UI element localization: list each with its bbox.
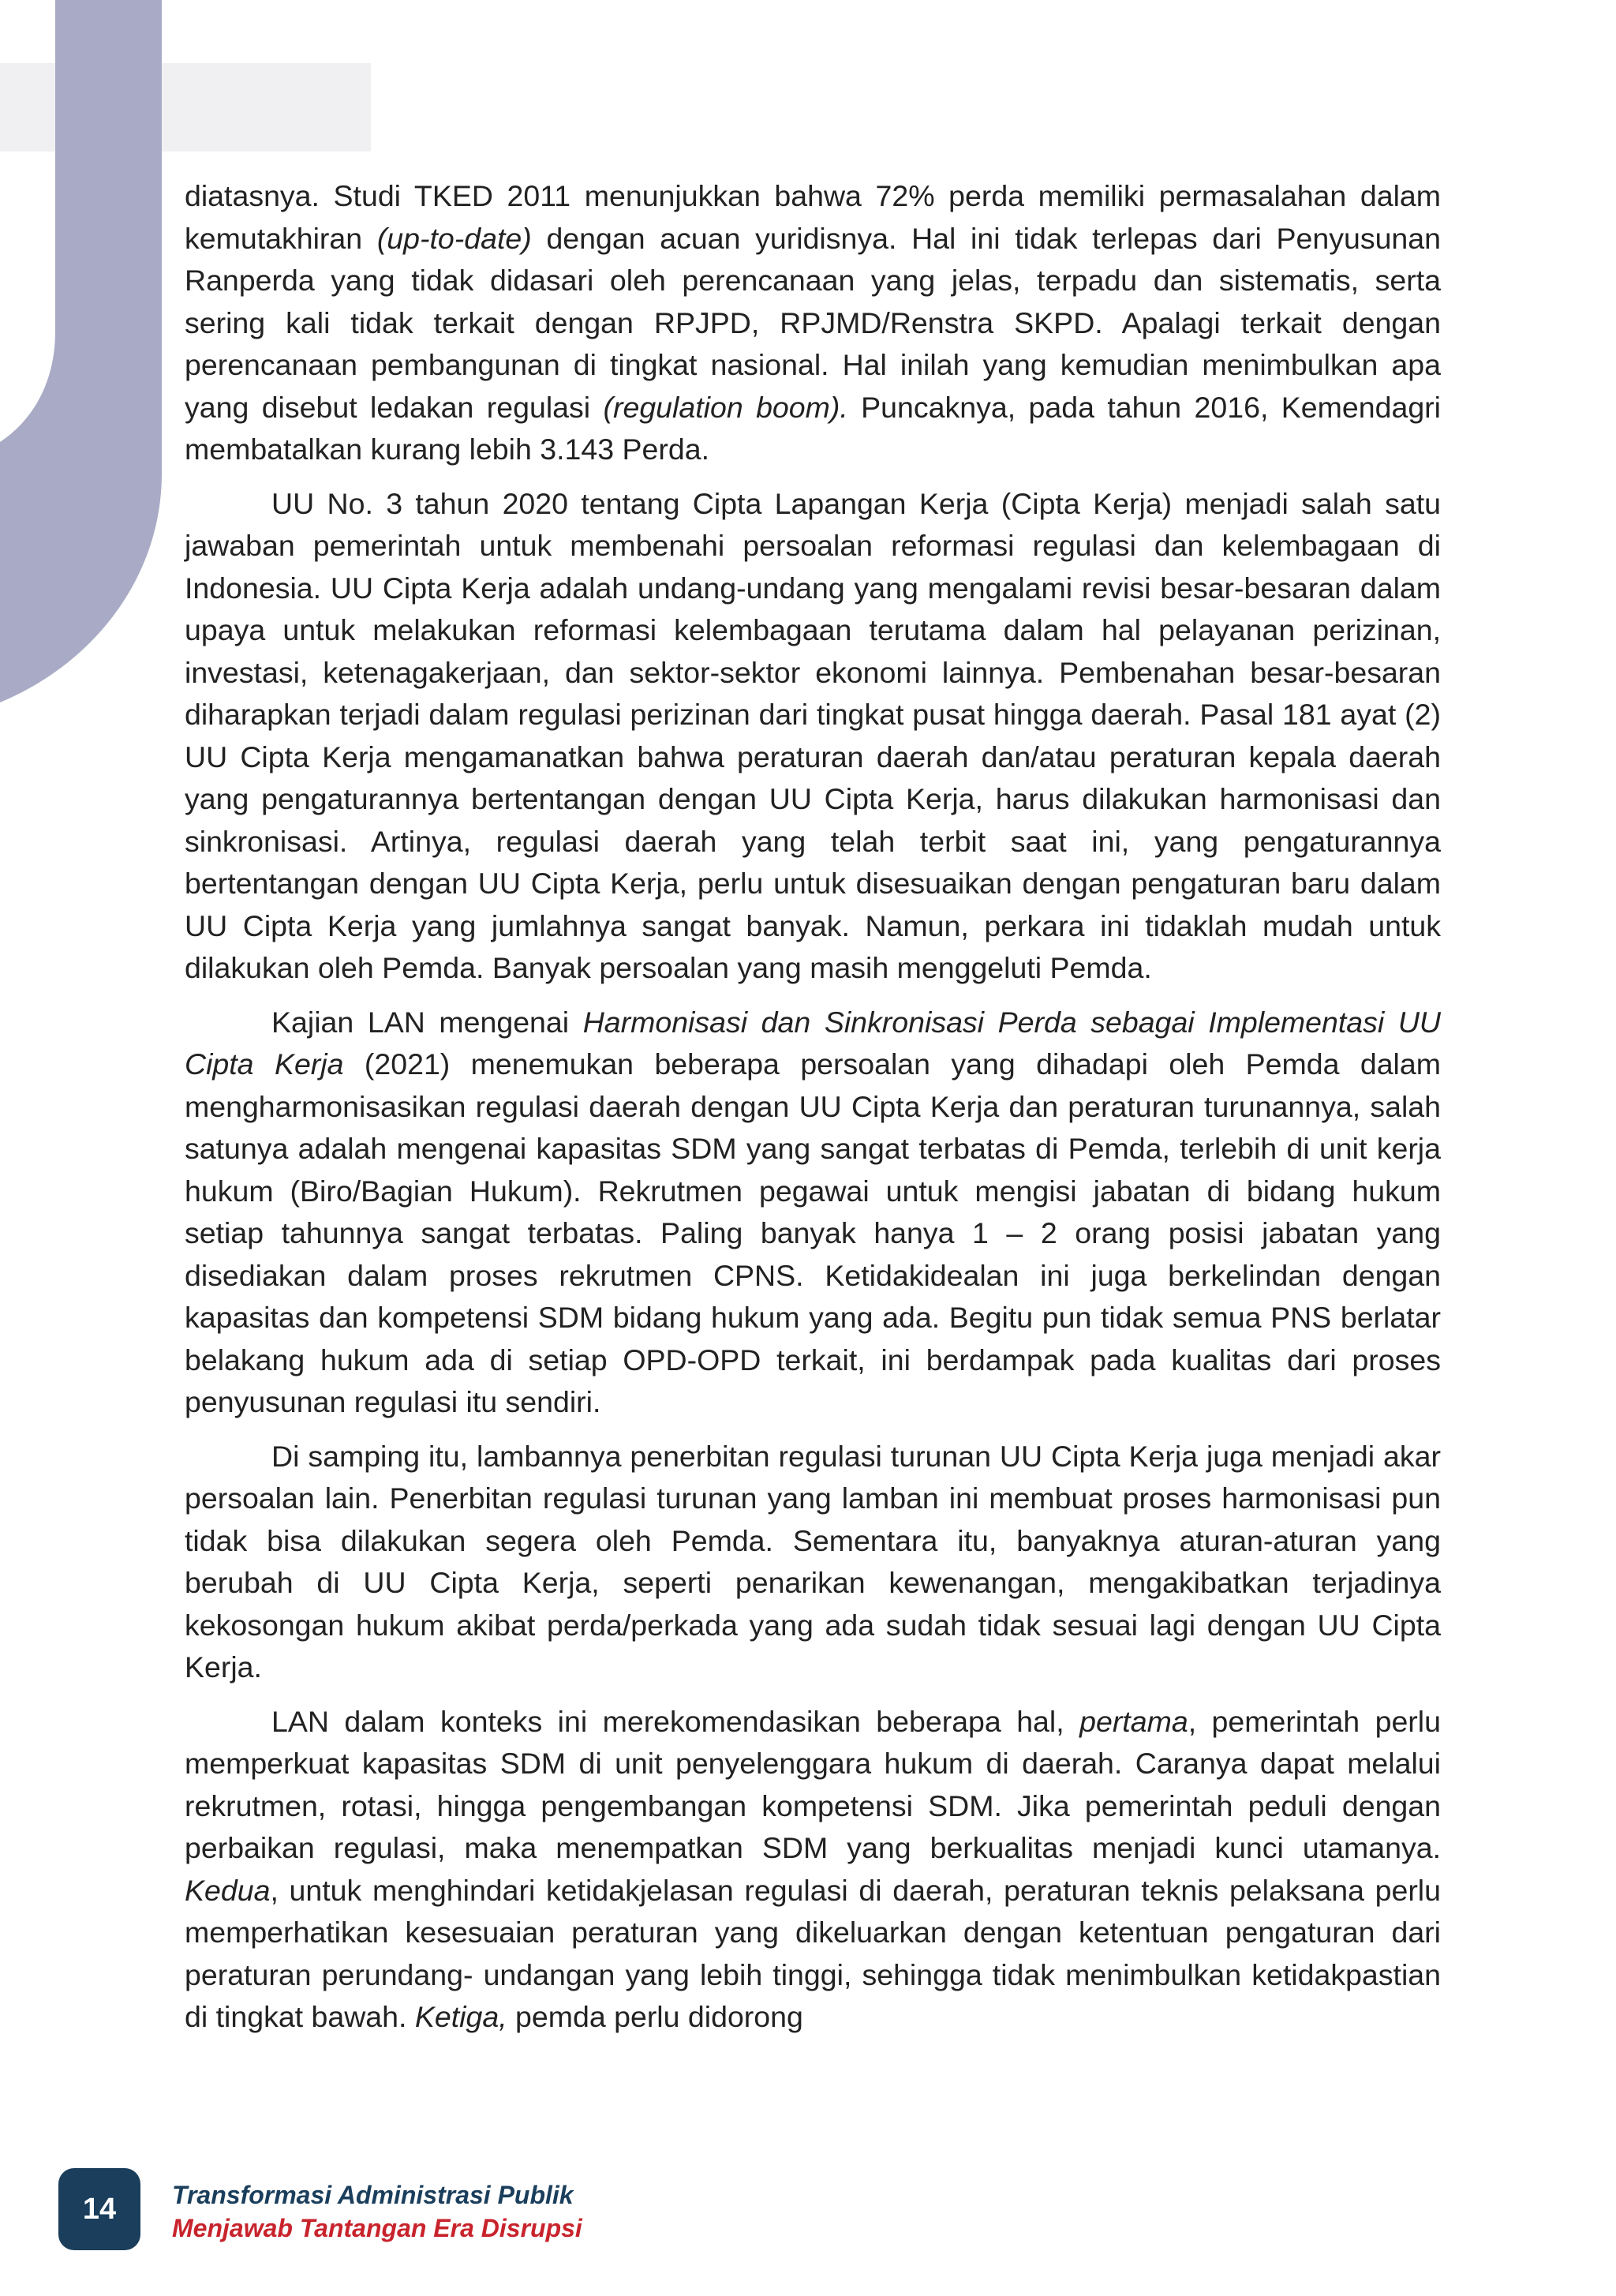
running-footer — [172, 2178, 582, 2245]
text-segment: Kajian LAN mengenai — [271, 1005, 583, 1039]
book-title: Transformasi Administrasi Publik — [172, 2181, 574, 2209]
paragraph — [185, 1701, 1441, 2039]
page-number-badge — [58, 2168, 140, 2250]
page-number: 14 — [82, 2192, 117, 2226]
italic-text: (regulation boom). — [603, 390, 848, 424]
text-segment: LAN dalam konteks ini merekomendasikan beberapa hal, — [271, 1704, 1080, 1738]
paragraph — [185, 1002, 1441, 1424]
text-segment: pemda perlu didorong — [507, 2000, 803, 2033]
body-text — [185, 175, 1441, 2051]
italic-text: pertama — [1079, 1704, 1188, 1738]
text-segment: dengan acuan yuridisnya. Hal ini tidak terlepas dari Penyusunan Ranperda yang tidak didasari oleh perencanaan yang jelas, terpadu dan sistematis, serta sering kali tidak terkait dengan RPJPD, RPJMD/Renstra SKPD. Apalagi terkait dengan perencanaan pembangunan di tingkat nasional. Hal inilah yang kemudian menimbulkan apa yang disebut ledakan regulasi — [185, 221, 1441, 424]
text-segment: diatasnya. Studi TKED 2011 menunjukkan bahwa 72% perda memiliki permasalahan dalam kemutakhiran — [185, 179, 1441, 255]
book-subtitle: Menjawab Tantangan Era Disrupsi — [172, 2214, 582, 2242]
italic-text: (up-to-date) — [376, 221, 532, 255]
paragraph — [185, 175, 1441, 471]
text-segment: Di samping itu, lambannya penerbitan regulasi turunan UU Cipta Kerja juga menjadi akar persoalan lain. Penerbitan regulasi turunan yang lamban ini membuat proses harmonisasi pun tidak bisa dilakukan segera oleh Pemda. Sementara itu, banyaknya aturan-aturan yang berubah di UU Cipta Kerja, seperti penarikan kewenangan, mengakibatkan terjadinya kekosongan hukum akibat perda/perkada yang ada sudah tidak sesuai lagi dengan UU Cipta Kerja. — [185, 1439, 1441, 1684]
text-segment: UU No. 3 tahun 2020 tentang Cipta Lapangan Kerja (Cipta Kerja) menjadi salah satu jawaban pemerintah untuk membenahi persoalan reformasi regulasi dan kelembagaan di Indonesia. UU Cipta Kerja adalah undang-undang yang mengalami revisi besar-besaran dalam upaya untuk melakukan reformasi kelembagaan terutama dalam hal pelayanan perizinan, investasi, ketenagakerjaan, dan sektor-sektor ekonomi lainnya. Pembenahan besar-besaran diharapkan terjadi dalam regulasi perizinan dari tingkat pusat hingga daerah. Pasal 181 ayat (2) UU Cipta Kerja mengamanatkan bahwa peraturan daerah dan/atau peraturan kepala daerah yang pengaturannya bertentangan dengan UU Cipta Kerja, harus dilakukan harmonisasi dan sinkronisasi. Artinya, regulasi daerah yang telah terbit saat ini, yang pengaturannya bertentangan dengan UU Cipta Kerja, perlu untuk disesuaikan dengan pengaturan baru dalam UU Cipta Kerja yang jumlahnya sangat banyak. Namun, perkara ini tidaklah mudah untuk dilakukan oleh Pemda. Banyak persoalan yang masih menggeluti Pemda. — [185, 486, 1441, 984]
paragraph — [185, 1436, 1441, 1689]
text-segment: Puncaknya, pada tahun 2016, Kemendagri membatalkan kurang lebih 3.143 Perda. — [185, 390, 1441, 466]
italic-text: Harmonisasi dan Sinkronisasi Perda sebagai Implementasi UU Cipta Kerja — [185, 1005, 1441, 1081]
italic-text: Kedua — [185, 1873, 271, 1907]
text-segment: , untuk menghindari ketidakjelasan regulasi di daerah, peraturan teknis pelaksana perlu memperhatikan kesesuaian peraturan yang dikeluarkan dengan ketentuan pengaturan dari peraturan perundang- undangan yang lebih tinggi, sehingga tidak menimbulkan ketidakpastian di tingkat bawah. — [185, 1873, 1441, 2033]
text-segment: (2021) menemukan beberapa persoalan yang dihadapi oleh Pemda dalam mengharmonisasikan regulasi daerah dengan UU Cipta Kerja dan peraturan turunannya, salah satunya adalah mengenai kapasitas SDM yang sangat terbatas di Pemda, terlebih di unit kerja hukum (Biro/Bagian Hukum). Rekrutmen pegawai untuk mengisi jabatan di bidang hukum setiap tahunnya sangat terbatas. Paling banyak hanya 1 – 2 orang posisi jabatan yang disediakan dalam proses rekrutmen CPNS. Ketidakidealan ini juga berkelindan dengan kapasitas dan kompetensi SDM bidang hukum yang ada. Begitu pun tidak semua PNS berlatar belakang hukum ada di setiap OPD-OPD terkait, ini berdampak pada kualitas dari proses penyusunan regulasi itu sendiri. — [185, 1047, 1441, 1418]
italic-text: Ketiga, — [414, 2000, 507, 2033]
text-segment: , pemerintah perlu memperkuat kapasitas SDM di unit penyelenggara hukum di daerah. Caranya dapat melalui rekrutmen, rotasi, hingga pengembangan kompetensi SDM. Jika pemerintah peduli dengan perbaikan regulasi, maka menempatkan SDM yang berkualitas menjadi kunci utamanya. — [185, 1704, 1441, 1864]
paragraph — [185, 483, 1441, 990]
